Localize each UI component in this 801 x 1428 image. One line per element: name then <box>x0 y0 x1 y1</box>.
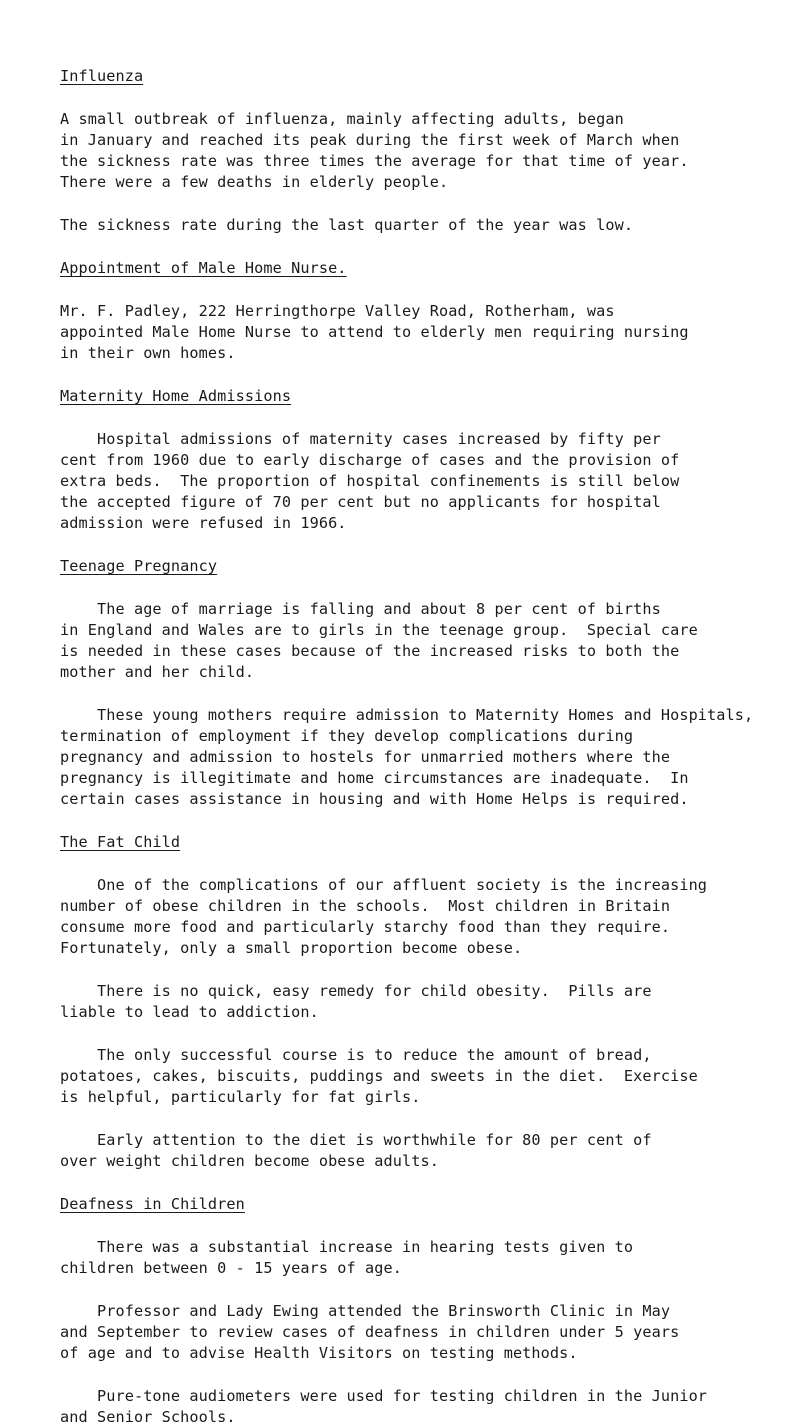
paragraph: Early attention to the diet is worthwhile for 80 per cent of over weight children become obese adults. <box>60 1131 652 1170</box>
paragraph: Mr. F. Padley, 222 Herringthorpe Valley Road, Rotherham, was appointed Male Home Nurse to attend to elderly men requiring nursing in their own homes. <box>60 302 689 362</box>
section-heading: Influenza <box>60 67 144 85</box>
section-influenza <box>60 66 801 236</box>
paragraph: Hospital admissions of maternity cases increased by fifty per cent from 1960 due to early discharge of cases and the provision of extra beds. The proportion of hospital confinements is still below the accepted figure of 70 per cent but no applicants for hospital admission were refused in 1966. <box>60 430 680 532</box>
section-heading: Deafness in Children <box>60 1195 245 1213</box>
section-heading: Teenage Pregnancy <box>60 557 218 575</box>
paragraph: The only successful course is to reduce the amount of bread, potatoes, cakes, biscuits, puddings and sweets in the diet. Exercise is helpful, particularly for fat girls. <box>60 1046 698 1106</box>
section-heading: Appointment of Male Home Nurse. <box>60 259 347 277</box>
section-heading: Maternity Home Admissions <box>60 387 292 405</box>
paragraph: Pure-tone audiometers were used for testing children in the Junior and Senior Schools. <box>60 1387 708 1426</box>
paragraph: Professor and Lady Ewing attended the Brinsworth Clinic in May and September to review cases of deafness in children under 5 years of age and to advise Health Visitors on testing methods. <box>60 1302 680 1362</box>
paragraph: There is no quick, easy remedy for child obesity. Pills are liable to lead to addiction. <box>60 982 652 1021</box>
paragraph: These young mothers require admission to Maternity Homes and Hospitals, termination of employment if they develop complications during pregnancy and admission to hostels for unmarried mothers where the pregnancy is illegitimate and home circumstances are inadequate. In certain cases assistance in housing and with Home Helps is required. <box>60 706 754 808</box>
paragraph: There was a substantial increase in hearing tests given to children between 0 - 15 years of age. <box>60 1238 634 1277</box>
paragraph: One of the complications of our affluent society is the increasing number of obese children in the schools. Most children in Britain consume more food and particularly starchy food than they require. Fortunately, only a small proportion become obese. <box>60 876 708 957</box>
section-appointment <box>60 258 801 364</box>
paragraph: The sickness rate during the last quarter of the year was low. <box>60 216 634 234</box>
section-the-fat-child <box>60 832 801 1172</box>
section-maternity-home-admissions <box>60 386 801 534</box>
section-heading: The Fat Child <box>60 833 181 851</box>
paragraph: The age of marriage is falling and about 8 per cent of births in England and Wales are to girls in the teenage group. Special care is needed in these cases because of the increased risks to both the mother and her child. <box>60 600 698 681</box>
paragraph: A small outbreak of influenza, mainly affecting adults, began in January and reached its peak during the first week of March when the sickness rate was three times the average for that time of year. There were a few deaths in elderly people. <box>60 110 689 191</box>
section-teenage-pregnancy <box>60 556 801 810</box>
